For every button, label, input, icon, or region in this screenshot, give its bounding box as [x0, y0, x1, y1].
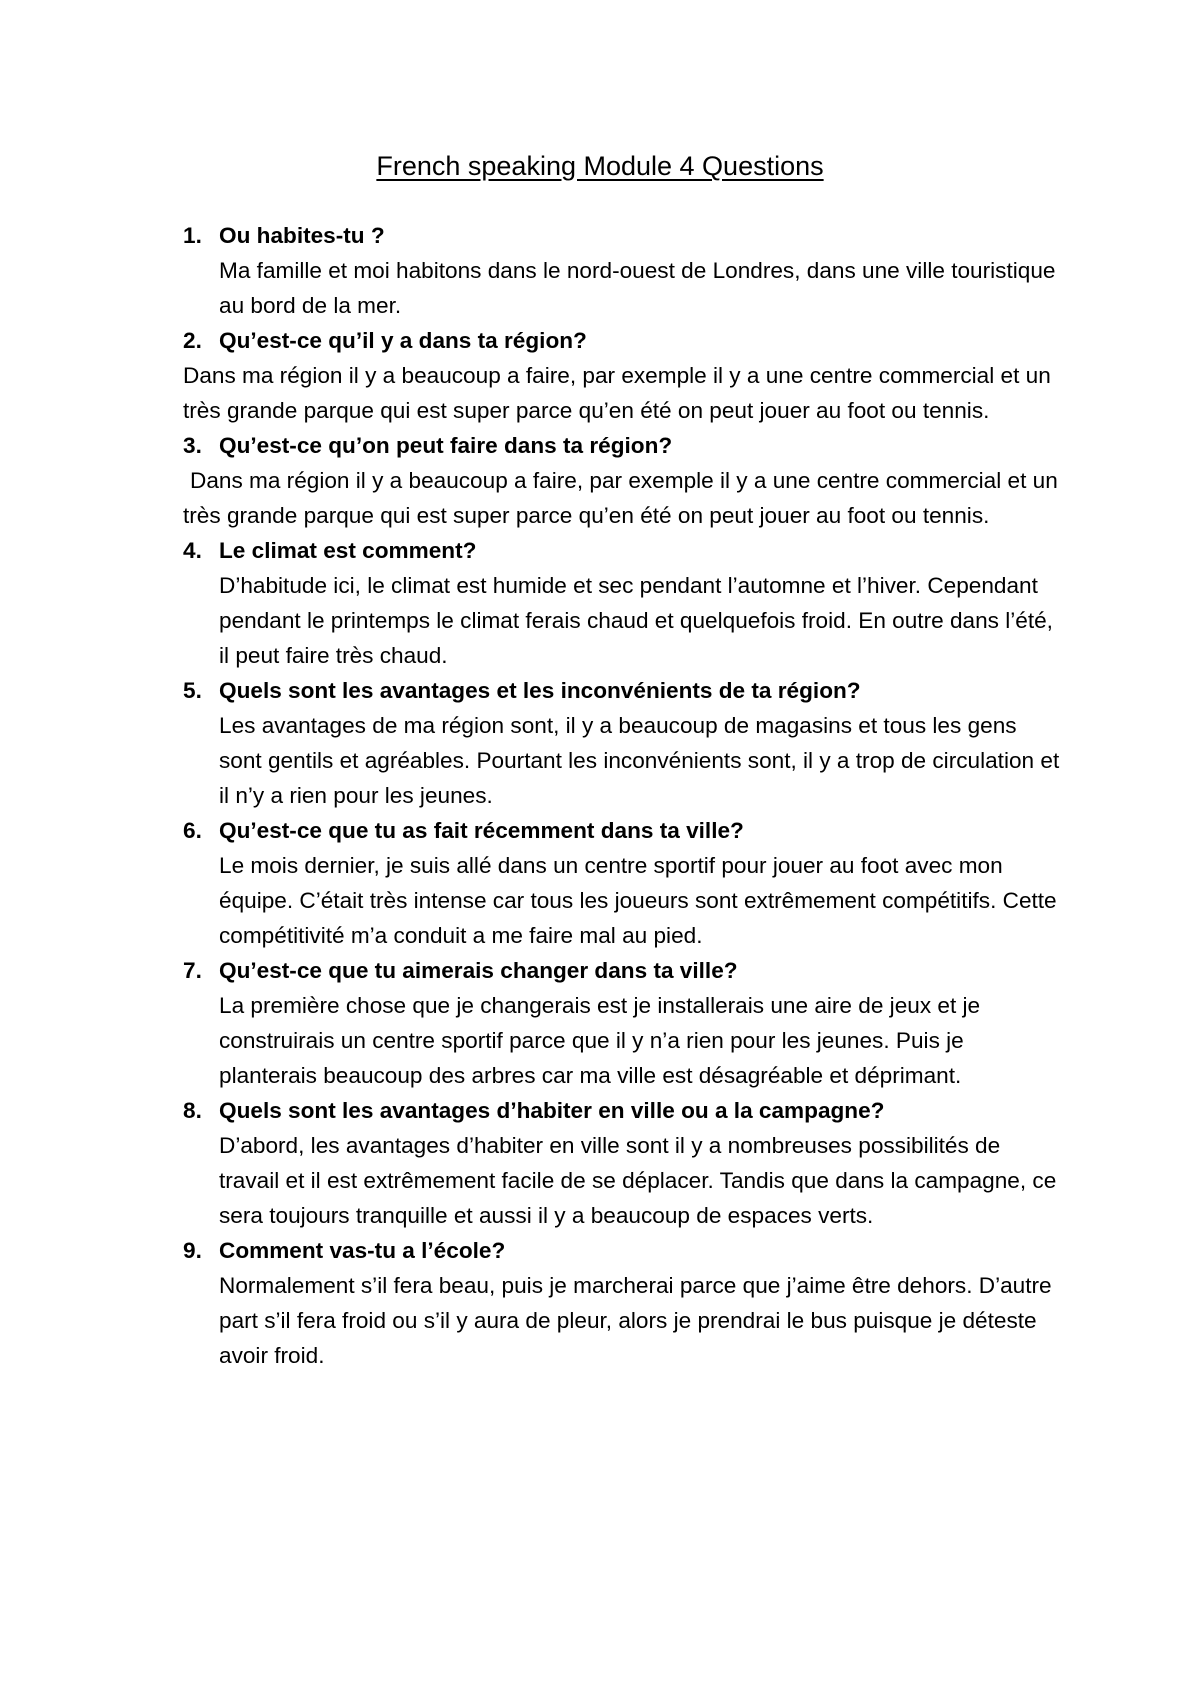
question-5	[183, 673, 1063, 708]
question-text: Qu’est-ce qu’il y a dans ta région?	[219, 328, 587, 353]
document-title: French speaking Module 4 Questions	[376, 151, 824, 181]
question-3	[183, 428, 1063, 463]
question-9	[183, 1233, 1063, 1268]
answer-2: Dans ma région il y a beaucoup a faire, par exemple il y a une centre commercial et un très grande parque qui est super parce qu’en été on peut jouer au foot ou tennis.	[183, 363, 1051, 423]
questions-list	[183, 218, 1063, 1373]
question-8	[183, 1093, 1063, 1128]
question-text: Le climat est comment?	[219, 538, 477, 563]
question-number: 7.	[183, 958, 202, 983]
question-text: Ou habites-tu ?	[219, 223, 385, 248]
answer-5: Les avantages de ma région sont, il y a beaucoup de magasins et tous les gens sont gentils et agréables. Pourtant les inconvénients sont, il y a trop de circulation et il n’y a rien pour les jeunes.	[219, 713, 1060, 808]
question-text: Quels sont les avantages et les inconvénients de ta région?	[219, 678, 861, 703]
answer-7: La première chose que je changerais est je installerais une aire de jeux et je construirais un centre sportif parce que il y n’a rien pour les jeunes. Puis je planterais beaucoup des arbres car ma ville est désagréable et déprimant.	[219, 993, 981, 1088]
question-number: 2.	[183, 328, 202, 353]
question-number: 6.	[183, 818, 202, 843]
question-2	[183, 323, 1063, 358]
question-text: Qu’est-ce qu’on peut faire dans ta région?	[219, 433, 673, 458]
question-4	[183, 533, 1063, 568]
question-7	[183, 953, 1063, 988]
answer-3: Dans ma région il y a beaucoup a faire, par exemple il y a une centre commercial et un très grande parque qui est super parce qu’en été on peut jouer au foot ou tennis.	[183, 468, 1058, 528]
question-text: Comment vas-tu a l’école?	[219, 1238, 506, 1263]
question-text: Qu’est-ce que tu aimerais changer dans ta ville?	[219, 958, 738, 983]
answer-6: Le mois dernier, je suis allé dans un centre sportif pour jouer au foot avec mon équipe. C’était très intense car tous les joueurs sont extrêmement compétitifs. Cette compétitivité m’a conduit a me faire mal au pied.	[219, 853, 1057, 948]
question-number: 3.	[183, 433, 202, 458]
question-text: Quels sont les avantages d’habiter en ville ou a la campagne?	[219, 1098, 885, 1123]
answer-9: Normalement s’il fera beau, puis je marcherai parce que j’aime être dehors. D’autre part s’il fera froid ou s’il y aura de pleur, alors je prendrai le bus puisque je déteste avoir froid.	[219, 1273, 1052, 1368]
question-number: 8.	[183, 1098, 202, 1123]
answer-4: D’habitude ici, le climat est humide et sec pendant l’automne et l’hiver. Cependant pendant le printemps le climat ferais chaud et quelquefois froid. En outre dans l’été, il peut faire très chaud.	[219, 573, 1053, 668]
question-6	[183, 813, 1063, 848]
question-number: 9.	[183, 1238, 202, 1263]
question-number: 4.	[183, 538, 202, 563]
question-text: Qu’est-ce que tu as fait récemment dans ta ville?	[219, 818, 744, 843]
question-number: 5.	[183, 678, 202, 703]
answer-1: Ma famille et moi habitons dans le nord-ouest de Londres, dans une ville touristique au bord de la mer.	[219, 258, 1056, 318]
question-1	[183, 218, 1063, 253]
answer-8: D’abord, les avantages d’habiter en ville sont il y a nombreuses possibilités de travail et il est extrêmement facile de se déplacer. Tandis que dans la campagne, ce sera toujours tranquille et aussi il y a beaucoup de espaces verts.	[219, 1133, 1057, 1228]
question-number: 1.	[183, 223, 202, 248]
